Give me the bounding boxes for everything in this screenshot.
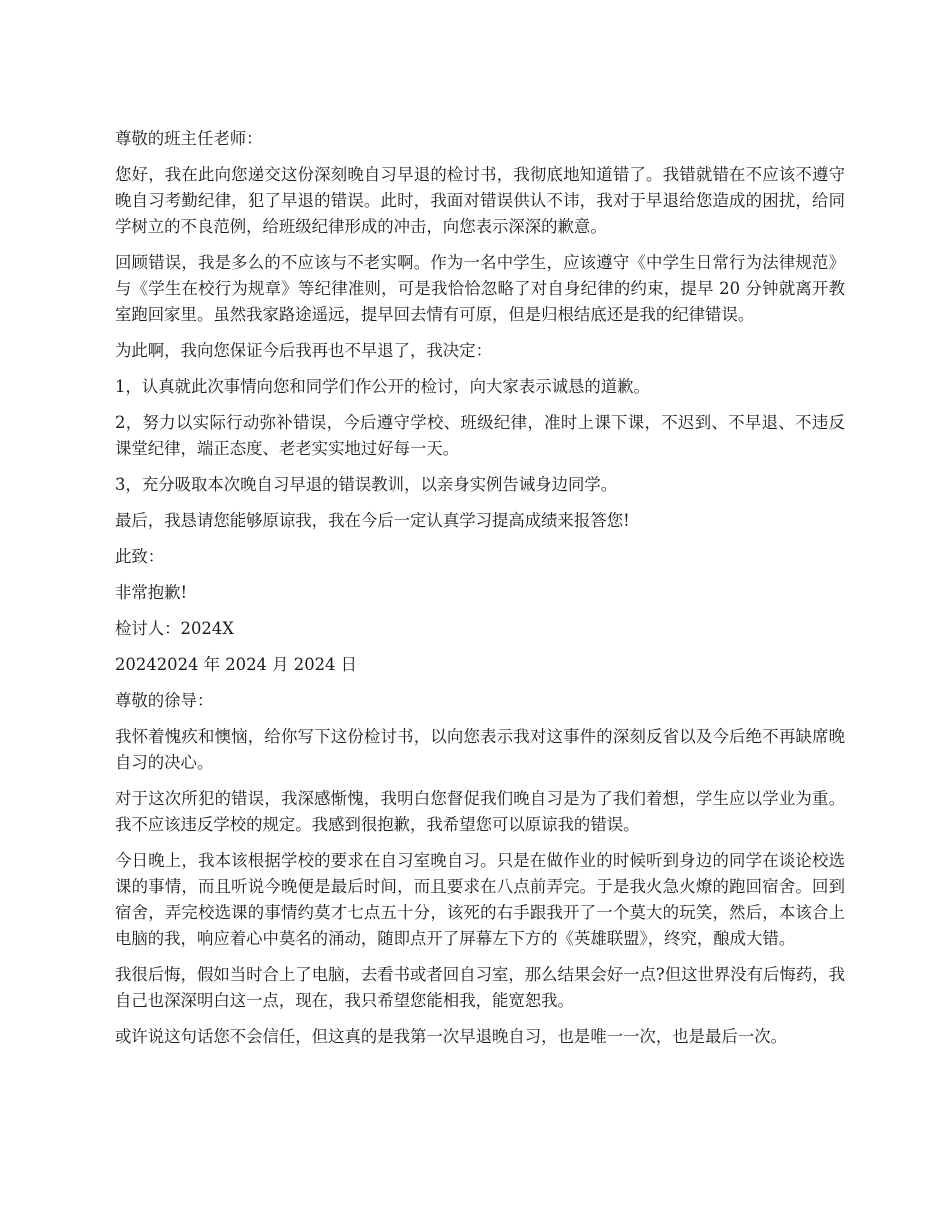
body-paragraph: 我怀着愧疚和懊恼，给你写下这份检讨书，以向您表示我对这事件的深刻反省以及今后绝不再缺席晚自习的决心。: [115, 727, 845, 772]
body-paragraph: 我很后悔，假如当时合上了电脑，去看书或者回自习室，那么结果会好一点?但这世界没有后悔药，我自己也深深明白这一点，现在，我只希望您能相我，能宽恕我。: [115, 965, 845, 1010]
date-line: 20242024 年 2024 月 2024 日: [115, 655, 358, 674]
list-item: 2，努力以实际行动弥补错误，今后遵守学校、班级纪律，准时上课下课，不迟到、不早退、不违反课堂纪律，端正态度、老老实实地过好每一天。: [115, 413, 845, 458]
salutation-paragraph: 尊敬的班主任老师：: [115, 129, 263, 148]
document-body: [115, 126, 845, 1060]
closing-line: 此致：: [115, 547, 165, 566]
body-paragraph: 今日晚上，我本该根据学校的要求在自习室晚自习。只是在做作业的时候听到身边的同学在谈论校选课的事情，而且听说今晚便是最后时间，而且要求在八点前弄完。于是我火急火燎的跑回宿舍。回到宿舍，弄完校选课的事情约莫才七点五十分，该死的右手跟我开了一个莫大的玩笑，然后，本该合上电脑的我，响应着心中莫名的涌动，随即点开了屏幕左下方的《英雄联盟》，终究，酿成大错。: [115, 851, 845, 948]
list-item: 1，认真就此次事情向您和同学们作公开的检讨，向大家表示诚恳的道歉。: [115, 377, 650, 396]
closing-line: 非常抱歉!: [115, 583, 188, 602]
list-item: 3，充分吸取本次晚自习早退的错误教训，以亲身实例告诫身边同学。: [115, 475, 618, 494]
body-paragraph: 对于这次所犯的错误，我深感惭愧，我明白您督促我们晚自习是为了我们着想，学生应以学业为重。我不应该违反学校的规定。我感到很抱歉，我希望您可以原谅我的错误。: [115, 789, 845, 834]
body-paragraph: 为此啊，我向您保证今后我再也不早退了，我决定：: [115, 341, 492, 360]
signature-line: 检讨人：2024X: [115, 619, 234, 638]
body-paragraph: 您好，我在此向您递交这份深刻晚自习早退的检讨书，我彻底地知道错了。我错就错在不应该不遵守晚自习考勤纪律，犯了早退的错误。此时，我面对错误供认不讳，我对于早退给您造成的困扰，给同学树立的不良范例，给班级纪律形成的冲击，向您表示深深的歉意。: [115, 165, 845, 236]
salutation-paragraph: 尊敬的徐导：: [115, 691, 214, 710]
body-paragraph: 最后，我恳请您能够原谅我，我在今后一定认真学习提高成绩来报答您!: [115, 511, 630, 530]
body-paragraph: 或许说这句话您不会信任，但这真的是我第一次早退晚自习，也是唯一一次，也是最后一次。: [115, 1027, 788, 1046]
body-paragraph: 回顾错误，我是多么的不应该与不老实啊。作为一名中学生，应该遵守《中学生日常行为法律规范》与《学生在校行为规章》等纪律准则，可是我恰恰忽略了对自身纪律的约束，提早 20 分钟就离开教室跑回家里。虽然我家路途遥远，提早回去情有可原，但是归根结底还是我的纪律错误。: [115, 253, 845, 324]
